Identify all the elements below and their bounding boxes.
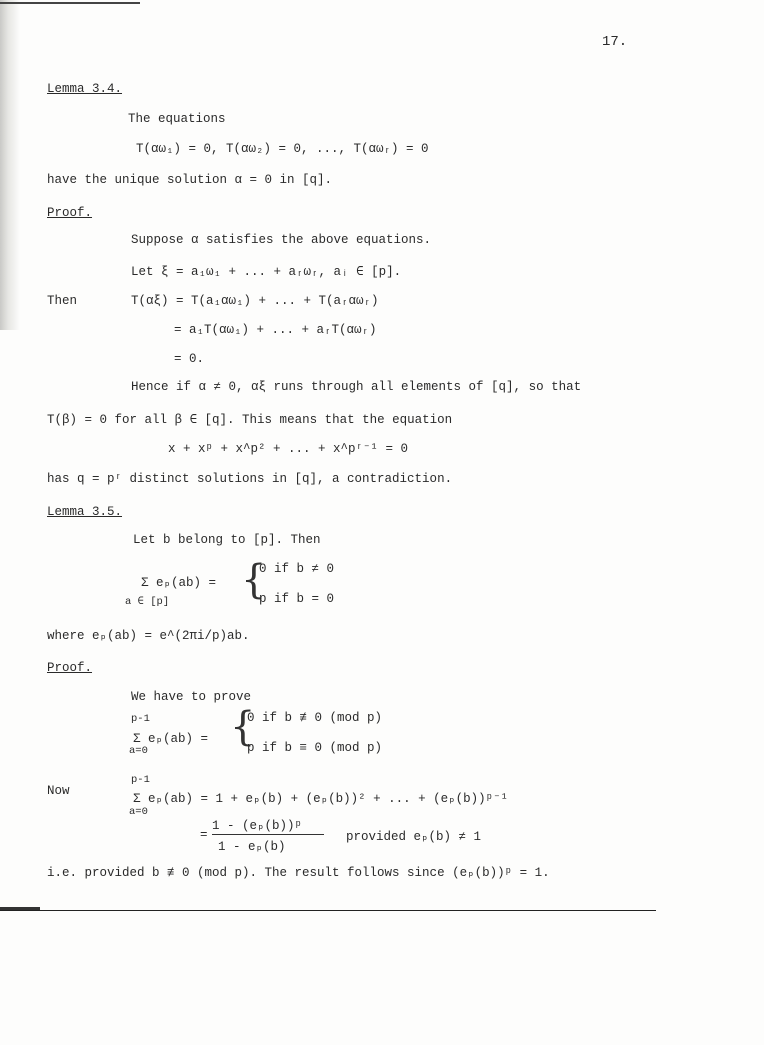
proof-3-4-line6: Hence if α ≠ 0, αξ runs through all elements of [q], so that — [131, 380, 582, 394]
lemma-3-5-brace: { — [241, 557, 267, 603]
lemma-3-5-case1: 0 if b ≠ 0 — [259, 562, 335, 576]
lemma-3-4-conclusion: have the unique solution α = 0 in [q]. — [47, 173, 333, 187]
proof-3-5-sum-bottom: a=0 — [129, 745, 148, 757]
proof-3-4-line7: T(β) = 0 for all β ∈ [q]. This means that the equation — [47, 413, 453, 427]
proof-3-4-line4: = a₁T(αω₁) + ... + aᵣT(αωᵣ) — [174, 323, 377, 337]
lemma-3-5-case2: p if b = 0 — [259, 592, 335, 606]
proof-3-5-line2: Σ eₚ(ab) = 1 + eₚ(b) + (eₚ(b))² + ... + (eₚ(b))ᵖ⁻¹ — [133, 792, 509, 806]
lemma-3-5-intro: Let b belong to [p]. Then — [133, 533, 321, 547]
lemma-3-5-sum-lhs: Σ eₚ(ab) = — [141, 576, 217, 590]
proof-3-4-heading: Proof. — [47, 206, 93, 220]
proof-3-5-sum-lhs: Σ eₚ(ab) = — [133, 732, 209, 746]
proof-3-5-line3: i.e. provided b ≢ 0 (mod p). The result follows since (eₚ(b))ᵖ = 1. — [47, 866, 550, 880]
lemma-3-4-heading: Lemma 3.4. — [47, 82, 123, 96]
proof-3-5-heading: Proof. — [47, 661, 93, 675]
scan-top-line — [0, 2, 140, 4]
proof-3-5-fraction-bar — [212, 834, 324, 835]
proof-3-4-equation: x + xᵖ + x^p² + ... + x^pʳ⁻¹ = 0 — [168, 442, 409, 456]
proof-3-4-line8: has q = pʳ distinct solutions in [q], a contradiction. — [47, 472, 453, 486]
scan-bottom-line — [0, 910, 656, 911]
proof-3-4-line5: = 0. — [174, 352, 205, 366]
page-number: 17. — [602, 34, 628, 50]
proof-3-4-line3: T(αξ) = T(a₁αω₁) + ... + T(aᵣαωᵣ) — [131, 294, 379, 308]
lemma-3-5-heading: Lemma 3.5. — [47, 505, 123, 519]
proof-3-4-line2: Let ξ = a₁ω₁ + ... + aᵣωᵣ, aᵢ ∈ [p]. — [131, 265, 402, 279]
proof-3-5-equals: = — [200, 828, 208, 842]
scan-shadow — [0, 0, 20, 330]
lemma-3-5-sum-index: a ∈ [p] — [125, 596, 170, 608]
proof-3-5-case1: 0 if b ≢ 0 (mod p) — [247, 711, 383, 725]
proof-3-5-case2: p if b ≡ 0 (mod p) — [247, 741, 383, 755]
proof-3-5-sum-bottom-2: a=0 — [129, 806, 148, 818]
proof-3-5-now: Now — [47, 784, 70, 798]
proof-3-5-sum-top-2: p-1 — [131, 774, 150, 786]
proof-3-4-then: Then — [47, 294, 78, 308]
lemma-3-4-equations: T(αω₁) = 0, T(αω₂) = 0, ..., T(αωᵣ) = 0 — [136, 142, 429, 156]
proof-3-5-fraction-denominator: 1 - eₚ(b) — [218, 840, 286, 854]
lemma-3-5-where: where eₚ(ab) = e^(2πi/p)ab. — [47, 629, 250, 643]
proof-3-5-provided: provided eₚ(b) ≠ 1 — [346, 830, 482, 844]
proof-3-4-line1: Suppose α satisfies the above equations. — [131, 233, 432, 247]
proof-3-5-brace: { — [230, 704, 256, 750]
proof-3-5-fraction-numerator: 1 - (eₚ(b))ᵖ — [212, 819, 303, 833]
proof-3-5-line1: We have to prove — [131, 690, 252, 704]
proof-3-5-sum-top: p-1 — [131, 713, 150, 725]
lemma-3-4-intro: The equations — [128, 112, 226, 126]
